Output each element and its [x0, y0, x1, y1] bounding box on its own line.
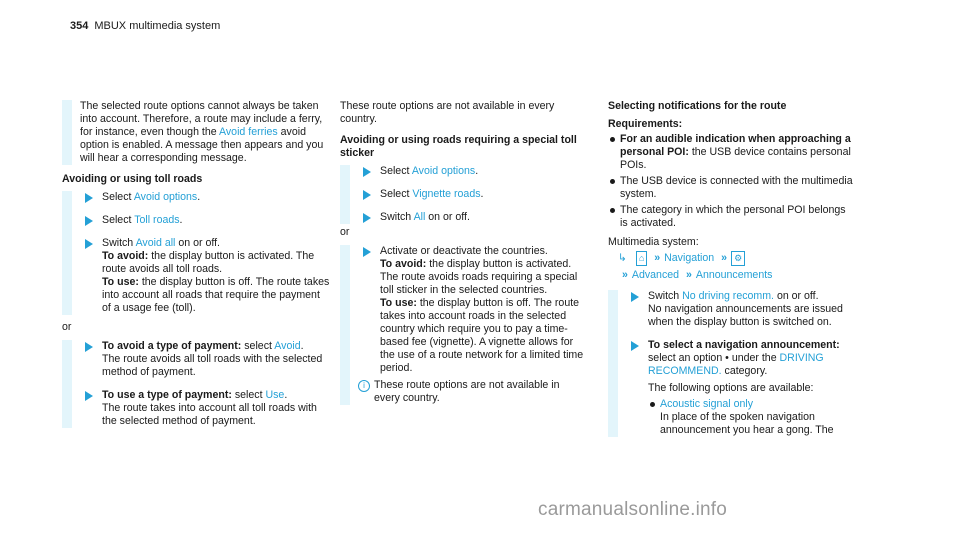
toll-roads-heading: Avoiding or using toll roads	[62, 173, 203, 185]
no-driving-recomm-link[interactable]: No driving recomm.	[682, 290, 774, 302]
step-select-avoid-options: Select Avoid options.	[80, 191, 330, 204]
return-arrow-icon: ↳	[618, 252, 627, 264]
arrow-icon	[631, 341, 639, 351]
path-navigation[interactable]: Navigation	[664, 252, 715, 264]
page-title: MBUX multimedia system	[94, 20, 221, 32]
arrow-icon	[363, 190, 371, 200]
avoid-all-link[interactable]: Avoid all	[135, 237, 176, 249]
path-announcements[interactable]: Announcements	[695, 269, 773, 281]
vignette-roads-link[interactable]: Vignette roads	[412, 188, 481, 200]
step-activate-countries: Activate or deactivate the countries. To avoid: the display button is activated. The route avoids roads requiring a special toll sticker in the selected countries. To use: the display button is off. The route takes into account roads in the selected country which require you to pay a time-based fee (vignette). A vignette allows for the use of a route network for a limited time period.	[358, 245, 585, 375]
vignette-heading: Avoiding or using roads requiring a special toll sticker	[340, 134, 577, 159]
driving-recommend-link[interactable]: DRIVING RECOMMEND.	[648, 352, 824, 377]
step-avoid-payment: To avoid a type of payment: select Avoid. The route avoids all toll roads with the selected method of payment.	[80, 340, 330, 379]
column-2	[340, 100, 585, 405]
step-no-driving-recomm: Switch No driving recomm. on or off. No navigation announcements are issued when the display button is switched on.	[626, 290, 856, 329]
page-header	[70, 20, 220, 33]
avoid-ferries-link[interactable]: Avoid ferries	[219, 126, 278, 138]
or-text: or	[62, 321, 72, 333]
arrow-icon	[363, 167, 371, 177]
notification-steps	[608, 290, 856, 437]
step-select-vignette-roads: Select Vignette roads.	[358, 188, 585, 201]
use-link[interactable]: Use	[265, 389, 285, 401]
info-note: i These route options are not available in every country.	[358, 379, 585, 405]
arrow-icon	[85, 391, 93, 401]
chevron-icon: »	[685, 269, 692, 281]
or-text-2: or	[340, 226, 350, 238]
toll-roads-link[interactable]: Toll roads	[134, 214, 180, 226]
avoid-link[interactable]: Avoid	[274, 340, 301, 352]
menu-path-2	[618, 269, 856, 282]
info-icon: i	[358, 380, 370, 392]
all-link[interactable]: All	[413, 211, 426, 223]
watermark: carmanualsonline.info	[538, 499, 728, 520]
requirement-item: The category in which the personal POI belongs is activated.	[608, 204, 856, 230]
avoid-options-link[interactable]: Avoid options	[133, 191, 198, 203]
requirement-item: For an audible indication when approaching a personal POI: the USB device contains personal POIs.	[608, 133, 856, 172]
chevron-icon: »	[721, 252, 728, 264]
home-icon[interactable]: ⌂	[636, 251, 647, 266]
step-switch-all: Switch All on or off.	[358, 211, 585, 224]
option-item: Acoustic signal only In place of the spoken navigation announcement you hear a gong. The	[648, 398, 856, 437]
arrow-icon	[363, 213, 371, 223]
avoid-options-link-2[interactable]: Avoid options	[411, 165, 476, 177]
notifications-heading: Selecting notifications for the route	[608, 100, 787, 112]
column-1	[62, 100, 330, 430]
multimedia-label: Multimedia system:	[608, 236, 699, 248]
vignette-steps	[340, 165, 585, 224]
arrow-icon	[85, 239, 93, 249]
arrow-icon	[363, 247, 371, 257]
acoustic-signal-link[interactable]: Acoustic signal only	[660, 398, 754, 410]
step-select-avoid-options-2: Select Avoid options.	[358, 165, 585, 178]
step-select-announcement: To select a navigation announcement: select an option • under the DRIVING RECOMMEND. category. The following options are available: Acoustic signal only In place of the spoken navigation announcement you hear a gong. The	[626, 339, 856, 437]
arrow-icon	[631, 292, 639, 302]
chevron-icon: »	[622, 269, 628, 281]
requirement-item: The USB device is connected with the multimedia system.	[608, 175, 856, 201]
step-select-toll-roads: Select Toll roads.	[80, 214, 330, 227]
country-steps	[340, 245, 585, 405]
menu-path	[618, 251, 856, 266]
chevron-icon: »	[654, 252, 661, 264]
arrow-icon	[85, 216, 93, 226]
arrow-icon	[85, 342, 93, 352]
arrow-icon	[85, 193, 93, 203]
requirements-label: Requirements:	[608, 118, 683, 130]
page-number: 354	[70, 20, 89, 32]
step-switch-avoid-all: Switch Avoid all on or off. To avoid: the display button is activated. The route avoids all toll roads. To use: the display button is off. The route takes into account all roads that require the payment of a usage fee (toll).	[80, 237, 330, 315]
step-use-payment: To use a type of payment: select Use. The route takes into account all toll roads with the selected method of payment.	[80, 389, 330, 428]
radio-dot-icon: •	[725, 352, 729, 364]
column-3	[608, 100, 856, 447]
path-advanced[interactable]: Advanced	[631, 269, 680, 281]
settings-icon[interactable]: ⚙	[731, 251, 745, 266]
availability-text: These route options are not available in every country.	[340, 100, 555, 125]
intro-note: The selected route options cannot always be taken into account. Therefore, a route may include a ferry, for instance, even though the Avoid ferries avoid option is enabled. A message then appears and you will hear a corresponding message.	[62, 100, 330, 165]
toll-steps	[62, 191, 330, 315]
payment-steps	[62, 340, 330, 428]
